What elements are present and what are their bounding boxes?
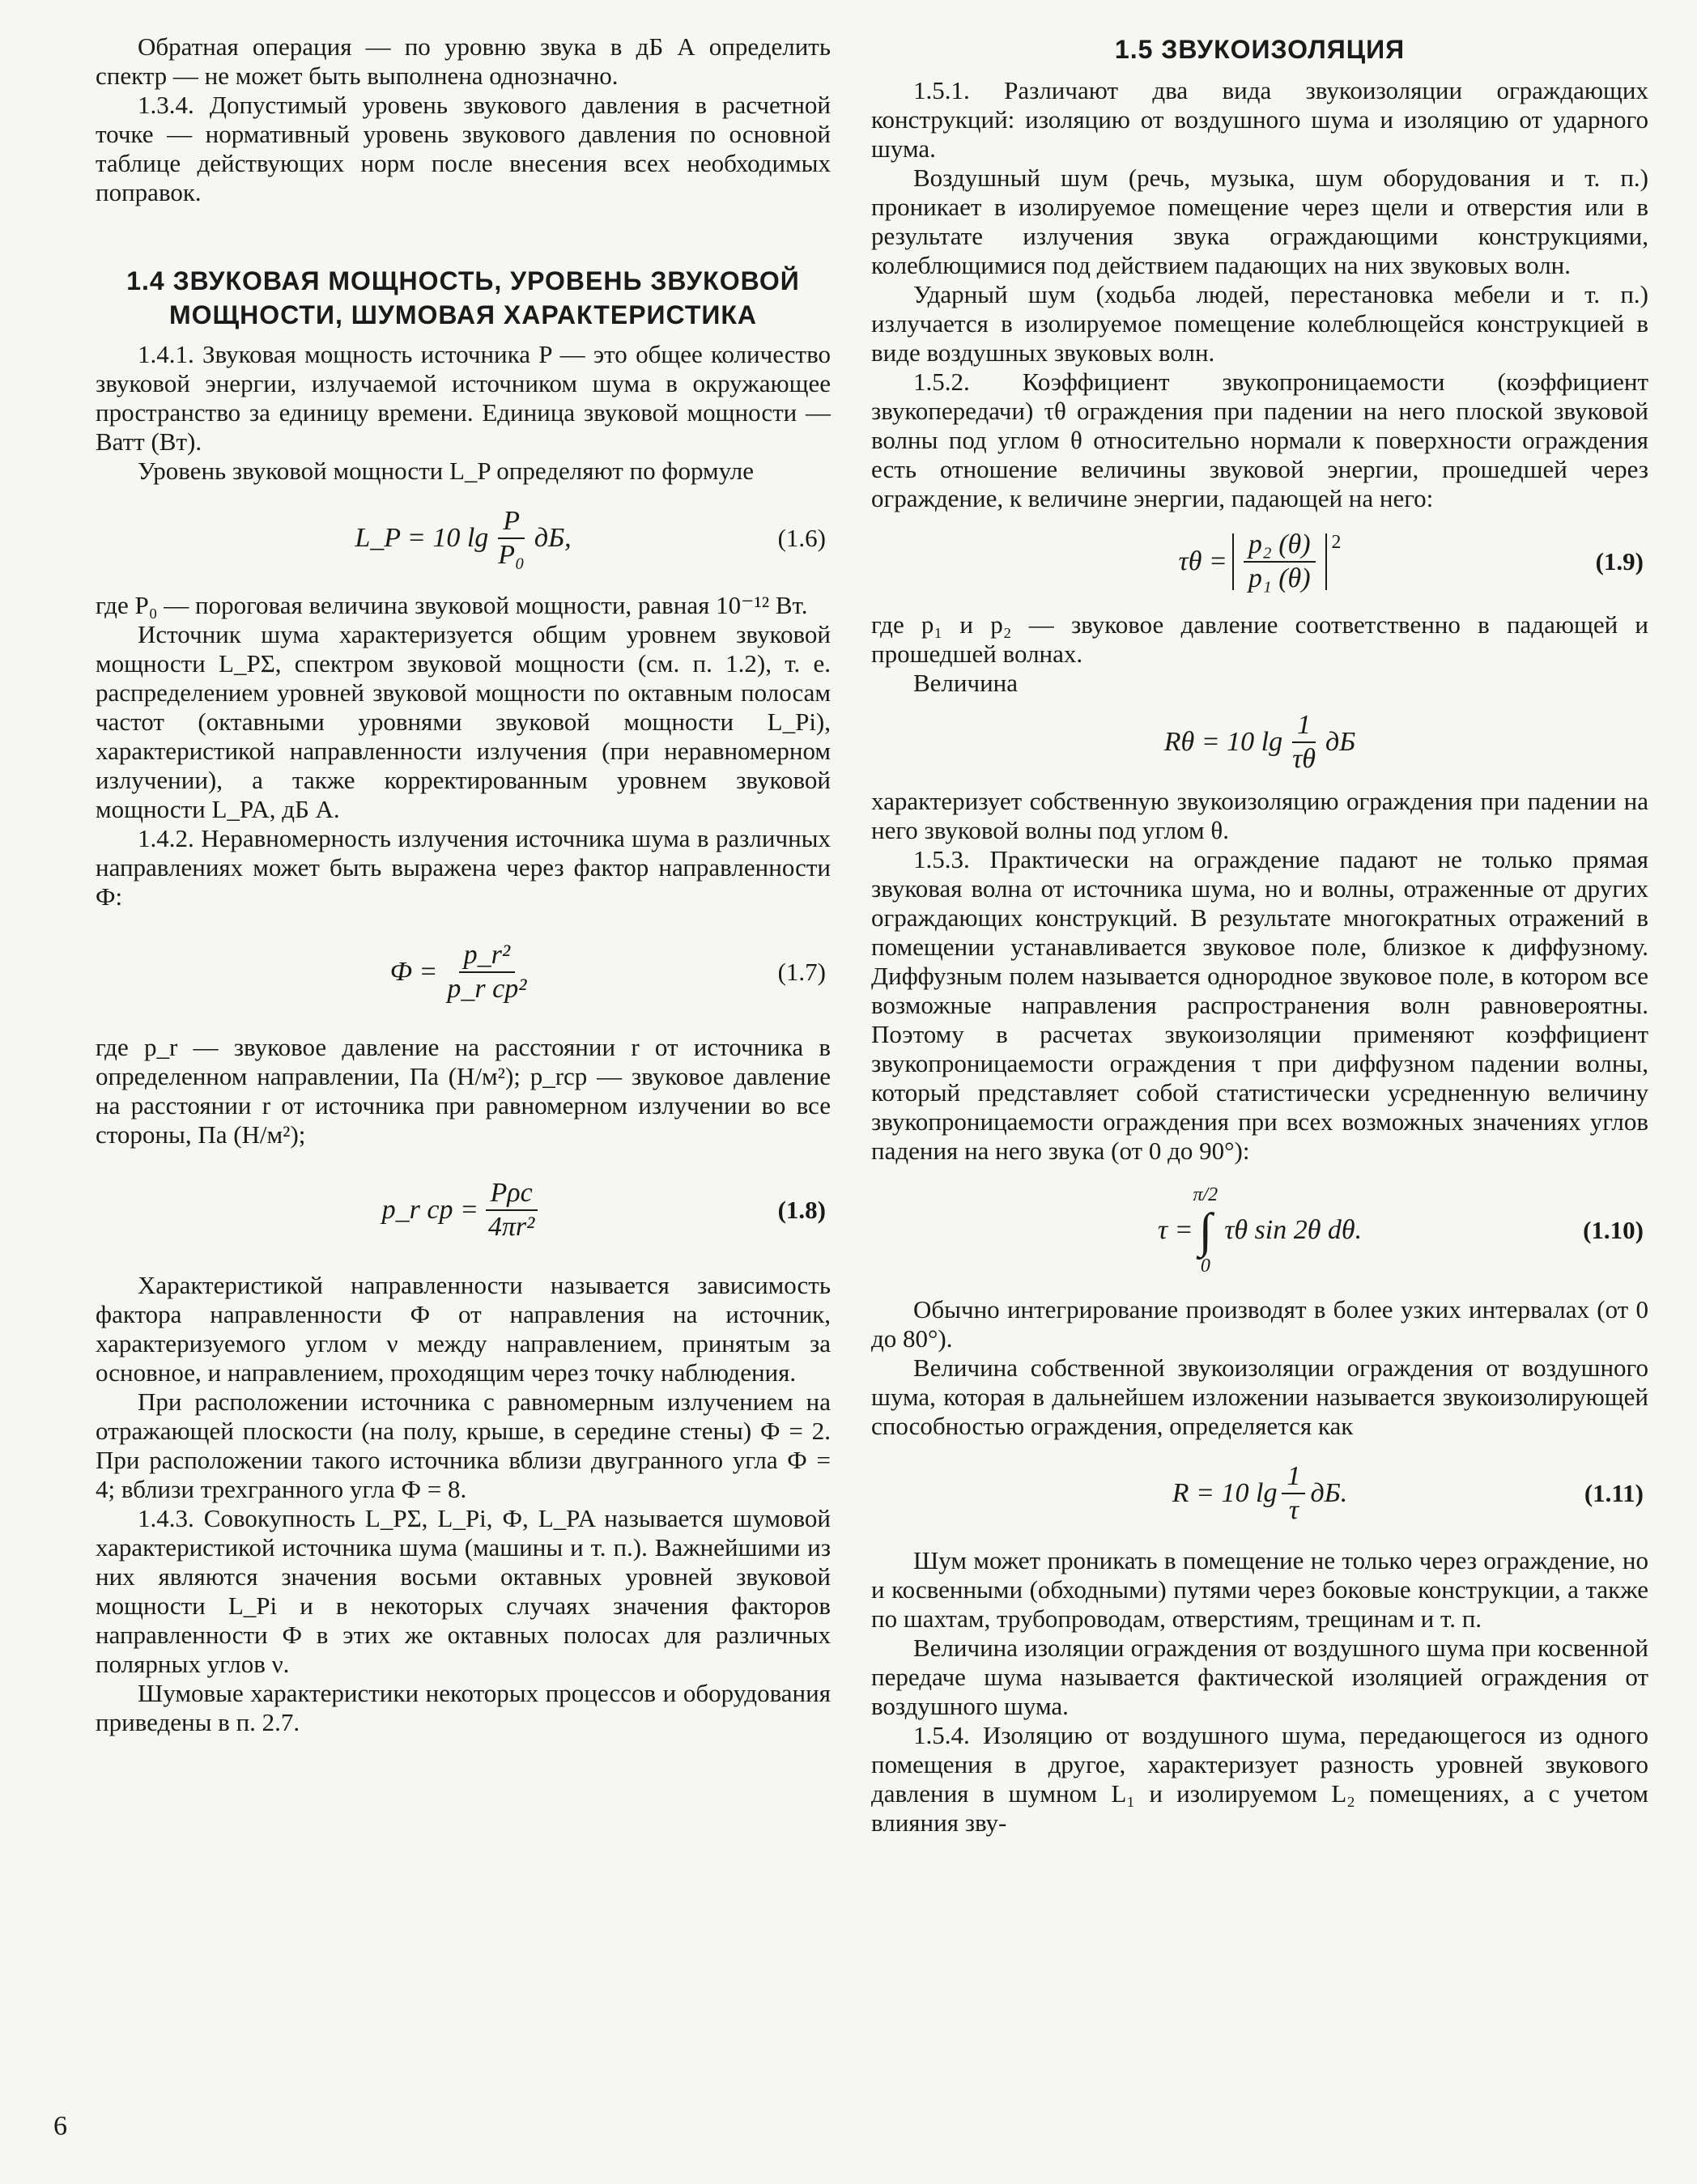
- denominator: P₀: [498, 540, 525, 570]
- denominator: p_r ср²: [447, 974, 527, 1004]
- fraction: [1282, 1460, 1305, 1527]
- formula-number: (1.10): [1583, 1216, 1644, 1244]
- paragraph: Шум может проникать в помещение не только через ограждение, но и косвенными (обходными) путями через боковые конструкции, а также по шахтам, трубопроводам, отверстиям, трещинам и т. п.: [871, 1546, 1648, 1633]
- fraction: [442, 939, 531, 1005]
- fraction: [1287, 709, 1321, 775]
- numerator: P: [498, 505, 525, 539]
- formula-unit: дБ.: [1310, 1478, 1348, 1508]
- paragraph: где P₀ — пороговая величина звуковой мощности, равная 10⁻¹² Вт.: [96, 591, 808, 619]
- formula-lhs: L_P = 10 lg: [355, 523, 489, 553]
- integral-sign: [1193, 1183, 1218, 1277]
- paragraph: 1.5.2. Коэффициент звукопроницаемости (коэффициент звукопередачи) τθ ограждения при падении на него плоской звуковой волны под углом θ относительно нормали к поверхности ограждения есть отношение величины звуковой энергии, прошедшей через ограждение, к величине энергии, падающей на него:: [871, 368, 1648, 512]
- denominator: τθ: [1292, 744, 1316, 774]
- section-heading-1-4: 1.4 ЗВУКОВАЯ МОЩНОСТЬ, УРОВЕНЬ ЗВУКОВОЙ МОЩНОСТИ, ШУМОВАЯ ХАРАКТЕРИСТИКА: [126, 266, 800, 329]
- paragraph: где p_r — звуковое давление на расстоянии r от источника в определенном направлении, Па (Н/м²); p_rср — звуковое давление на расстоянии r от источника при равномерном излучении во все стороны, Па (Н/м²);: [96, 1033, 831, 1149]
- numerator: Pρc: [486, 1177, 538, 1211]
- formula-lhs: R = 10 lg: [1172, 1478, 1278, 1508]
- paragraph: При расположении источника с равномерным излучением на отражающей плоскости (на полу, крыше, в середине стены) Ф = 2. При расположении такого источника вблизи двугранного угла Ф = 4; вблизи трехгранного угла Ф = 8.: [96, 1387, 831, 1503]
- right-column: [871, 32, 1648, 1838]
- paragraph: Шумовые характеристики некоторых процессов и оборудования приведены в п. 2.7.: [96, 1679, 831, 1736]
- formula-1-11: [871, 1441, 1648, 1546]
- abs-bar-left: [1232, 533, 1234, 590]
- formula-lhs: p_r ср =: [381, 1195, 478, 1225]
- fraction: [493, 505, 530, 571]
- paragraph: Уровень звуковой мощности L_P определяют по формуле: [138, 457, 754, 485]
- formula-number: (1.7): [777, 958, 826, 986]
- paragraph: Величина собственной звукоизоляции ограждения от воздушного шума, которая в дальнейшем изложении называется звукоизолирующей способностью ограждения, определяется как: [871, 1353, 1648, 1440]
- paragraph: 1.5.3. Практически на ограждение падают не только прямая звуковая волна от источника шума, но и волны, отраженные от других ограждающих конструкций. В результате многократных отражений в помещении устанавливается звуковое поле, близкое к диффузному. Диффузным полем называется однородное звуковое поле, в котором все возможные направления распространения волн равновероятны. Поэтому в расчетах звукоизоляции применяют коэффициент звукопроницаемости ограждения τ при диффузном падении волны, который представляет собой статистически усредненную величину звукопроницаемости ограждения при всех возможных значениях углов падения на него звука (от 0 до 90°):: [871, 845, 1648, 1165]
- paragraph: где p₁ и p₂ — звуковое давление соответственно в падающей и прошедшей волнах.: [871, 610, 1648, 668]
- paragraph: Ударный шум (ходьба людей, перестановка мебели и т. п.) излучается в изолируемое помещение колеблющейся конструкцией в виде воздушных звуковых волн.: [871, 280, 1648, 367]
- paragraph: Обычно интегрирование производят в более узких интервалах (от 0 до 80°).: [871, 1295, 1648, 1353]
- paragraph: Величина изоляции ограждения от воздушного шума при косвенной передаче шума называется фактической изоляцией ограждения от воздушного шума.: [871, 1634, 1648, 1720]
- formula-lhs: Ф =: [389, 957, 438, 987]
- paragraph: Воздушный шум (речь, музыка, шум оборудования и т. п.) проникает в изолируемое помещение через щели и отверстия или в результате излучения звука ограждающими конструкциями, колеблющимися под действием падающих на них звуковых волн.: [871, 164, 1648, 279]
- denominator: τ: [1288, 1495, 1299, 1525]
- integral-symbol: ∫: [1198, 1204, 1213, 1257]
- exponent: 2: [1331, 532, 1342, 553]
- page-number: 6: [53, 2111, 67, 2141]
- paragraph: Величина: [913, 669, 1019, 697]
- section-heading-1-5: 1.5 ЗВУКОИЗОЛЯЦИЯ: [1114, 35, 1406, 64]
- paragraph: Характеристикой направленности называется зависимость фактора направленности Ф от направления на источник, характеризуемого углом ν между направлением, принятым за основное, и направлением, проходящим через точку наблюдения.: [96, 1271, 831, 1387]
- fraction: [483, 1177, 539, 1243]
- formula-lhs: Rθ = 10 lg: [1163, 727, 1283, 757]
- paragraph: Обратная операция — по уровню звука в дБ А определить спектр — не может быть выполнена однозначно.: [96, 32, 831, 90]
- numerator: p₂ (θ): [1244, 529, 1316, 563]
- denominator: 4πr²: [487, 1212, 535, 1242]
- formula-r-theta: [871, 698, 1648, 787]
- formula-1-10: [871, 1166, 1648, 1295]
- fraction: [1244, 529, 1316, 595]
- paragraph: 1.3.4. Допустимый уровень звукового давления в расчетной точке — нормативный уровень звукового давления по основной таблице действующих норм после внесения всех необходимых поправок.: [96, 91, 831, 206]
- paragraph: 1.5.1. Различают два вида звукоизоляции ограждающих конструкций: изоляцию от воздушного шума и изоляцию от ударного шума.: [871, 76, 1648, 163]
- paragraph: 1.4.1. Звуковая мощность источника P — это общее количество звуковой энергии, излучаемой источником шума в окружающее пространство за единицу времени. Единица звуковой мощности — Ватт (Вт).: [96, 340, 831, 456]
- formula-1-6: [96, 486, 831, 591]
- formula-number: (1.6): [777, 524, 826, 552]
- paragraph: 1.4.3. Совокупность L_PΣ, L_Pi, Ф, L_PA называется шумовой характеристикой источника шума (машины и т. п.). Важнейшими из них являются значения восьми октавных уровней звуковой мощности L_Pi и в некоторых случаях значения факторов направленности Ф в этих же октавных полосах для различных полярных углов ν.: [96, 1504, 831, 1678]
- formula-1-8: [96, 1149, 831, 1271]
- numerator: 1: [1292, 709, 1316, 743]
- left-column: [96, 32, 831, 1737]
- integral-upper-limit: π/2: [1193, 1184, 1219, 1205]
- formula-number: (1.9): [1595, 547, 1644, 576]
- paragraph: 1.5.4. Изоляцию от воздушного шума, передающегося из одного помещения в другое, характеризует разность уровней звукового давления в шумном L₁ и изолируемом L₂ помещениях, а с учетом влияния зву-: [871, 1721, 1648, 1837]
- formula-lhs: τ =: [1157, 1215, 1193, 1245]
- numerator: 1: [1282, 1460, 1305, 1494]
- integral-lower-limit: 0: [1200, 1256, 1210, 1277]
- formula-unit: дБ: [1325, 727, 1356, 757]
- formula-1-9: [871, 513, 1648, 610]
- abs-bar-right: [1325, 533, 1327, 590]
- paragraph: Источник шума характеризуется общим уровнем звуковой мощности L_PΣ, спектром звуковой мощности (см. п. 1.2), т. е. распределением уровней звуковой мощности по октавным полосам частот (октавными уровнями звуковой мощности L_Pi), характеристикой направленности излучения (при неравномерном излучении), а также корректированным уровнем звуковой мощности L_PA, дБ А.: [96, 620, 831, 823]
- formula-number: (1.8): [777, 1196, 826, 1224]
- formula-number: (1.11): [1584, 1479, 1644, 1507]
- paragraph: характеризует собственную звукоизоляцию ограждения при падении на него звуковой волны под углом θ.: [871, 787, 1648, 844]
- formula-unit: дБ,: [534, 523, 572, 553]
- paragraph: 1.4.2. Неравномерность излучения источника шума в различных направлениях может быть выражена через фактор направленности Ф:: [96, 824, 831, 911]
- formula-1-7: [96, 911, 831, 1033]
- integrand: τθ sin 2θ dθ.: [1224, 1215, 1363, 1245]
- formula-lhs: τθ =: [1178, 546, 1227, 576]
- denominator: p₁ (θ): [1248, 563, 1311, 593]
- numerator: p_r²: [459, 939, 515, 973]
